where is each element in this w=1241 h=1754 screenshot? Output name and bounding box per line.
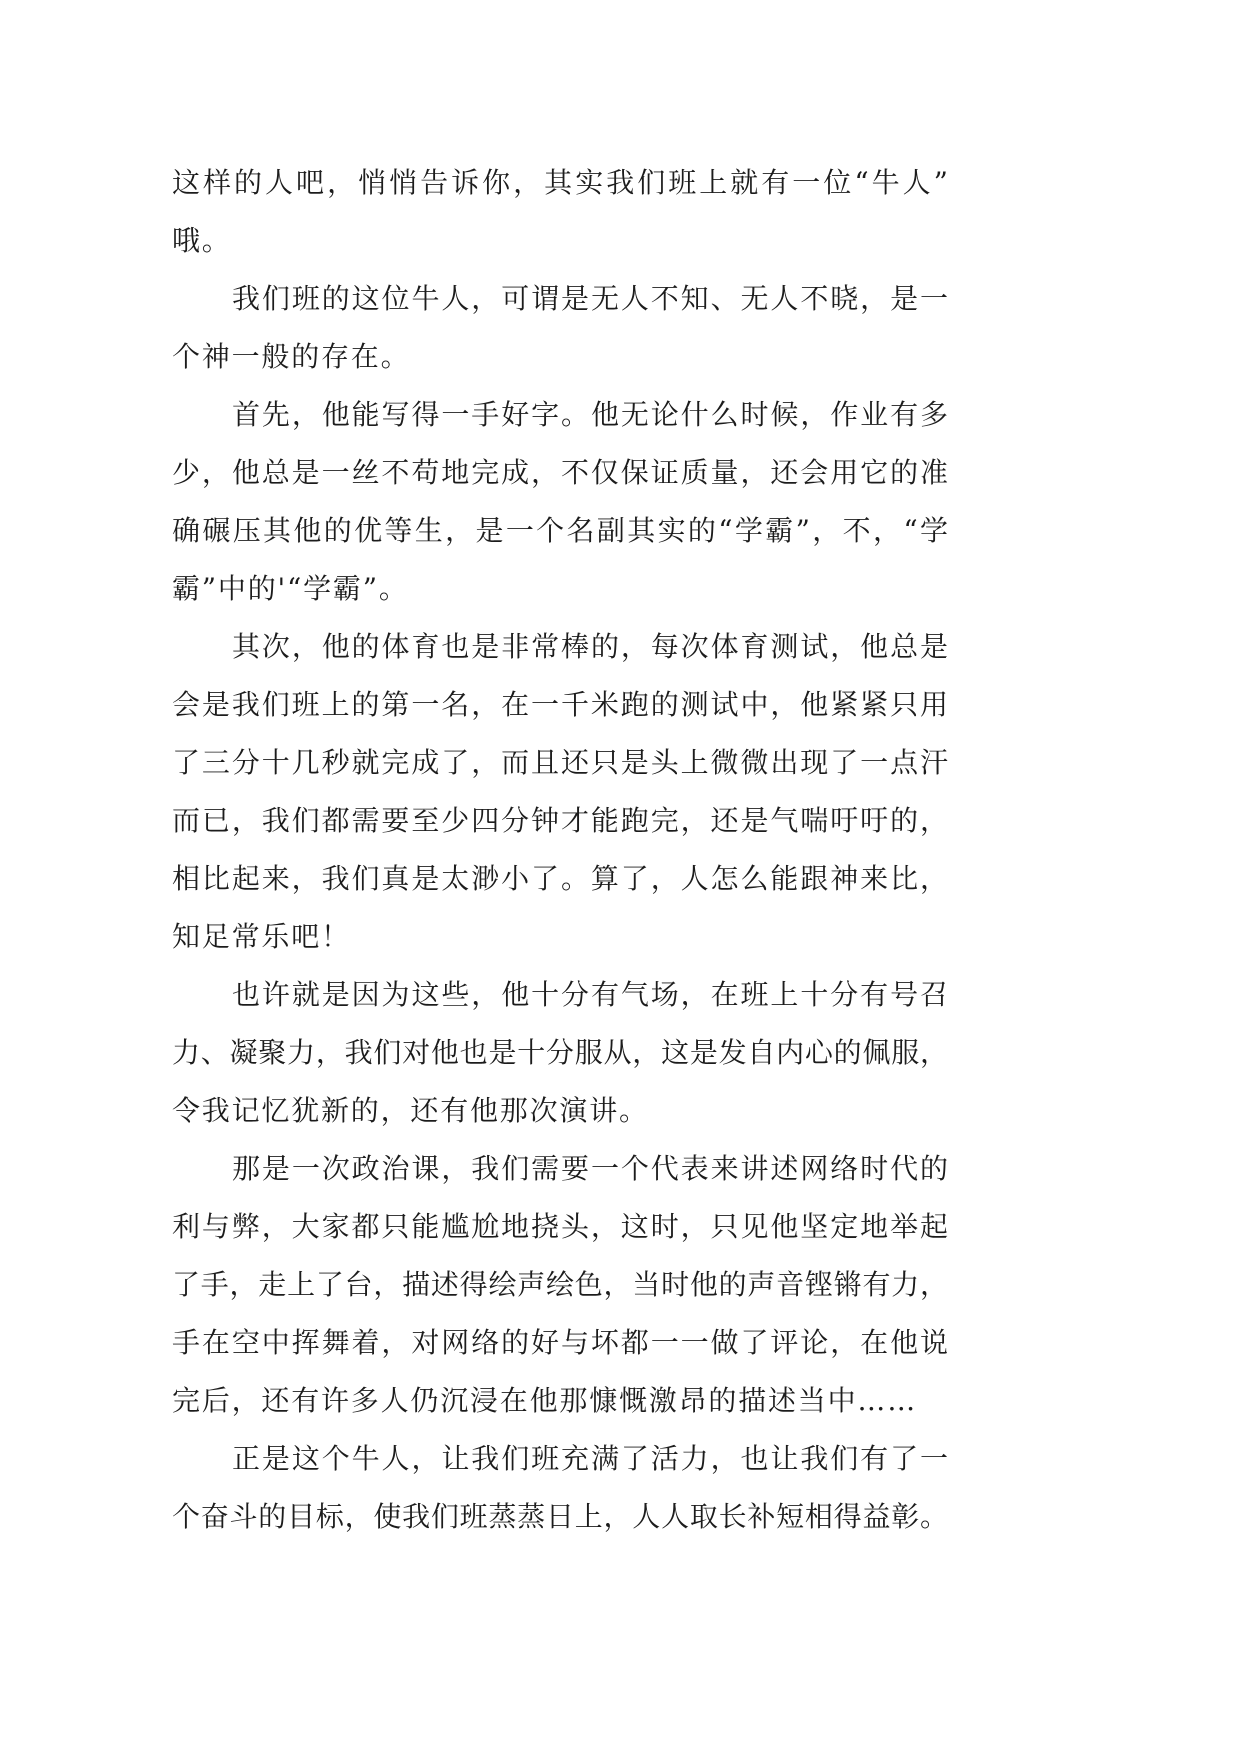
text-line: 我们班的这位牛人，可谓是无人不知、无人不晓，是一	[232, 282, 948, 315]
text-line: 那是一次政治课，我们需要一个代表来讲述网络时代的	[232, 1152, 948, 1185]
text-line: 利与弊，大家都只能尴尬地挠头，这时，只见他坚定地举起	[172, 1210, 948, 1243]
text-line: 个奋斗的目标，使我们班蒸蒸日上，人人取长补短相得益彰。	[172, 1500, 948, 1533]
text-line: 正是这个牛人，让我们班充满了活力，也让我们有了一	[232, 1442, 948, 1475]
text-line: 这样的人吧，悄悄告诉你，其实我们班上就有一位“牛人”	[172, 166, 948, 199]
text-line: 而已，我们都需要至少四分钟才能跑完，还是气喘吁吁的，	[172, 804, 948, 837]
text-line: 相比起来，我们真是太渺小了。算了，人怎么能跟神来比，	[172, 862, 948, 895]
text-line: 手在空中挥舞着，对网络的好与坏都一一做了评论，在他说	[172, 1326, 948, 1359]
text-line: 完后，还有许多人仍沉浸在他那慷慨激昂的描述当中……	[172, 1384, 918, 1417]
text-line: 也许就是因为这些，他十分有气场，在班上十分有号召	[232, 978, 948, 1011]
text-line: 其次，他的体育也是非常棒的，每次体育测试，他总是	[232, 630, 948, 663]
text-line: 知足常乐吧！	[172, 920, 351, 953]
text-line: 少，他总是一丝不苟地完成，不仅保证质量，还会用它的准	[172, 456, 948, 489]
text-line: 令我记忆犹新的，还有他那次演讲。	[172, 1094, 649, 1127]
text-line: 哦。	[172, 224, 232, 257]
text-line: 个神一般的存在。	[172, 340, 411, 373]
text-line: 会是我们班上的第一名，在一千米跑的测试中，他紧紧只用	[172, 688, 948, 721]
text-line: 霸”中的'“学霸”。	[172, 572, 409, 605]
text-line: 首先，他能写得一手好字。他无论什么时候，作业有多	[232, 398, 948, 431]
text-line: 确碾压其他的优等生，是一个名副其实的“学霸”，不，“学	[172, 514, 948, 547]
text-line: 了手，走上了台，描述得绘声绘色，当时他的声音铿锵有力，	[172, 1268, 948, 1301]
text-line: 力、凝聚力，我们对他也是十分服从，这是发自内心的佩服，	[172, 1036, 948, 1069]
text-line: 了三分十几秒就完成了，而且还只是头上微微出现了一点汗	[172, 746, 948, 779]
